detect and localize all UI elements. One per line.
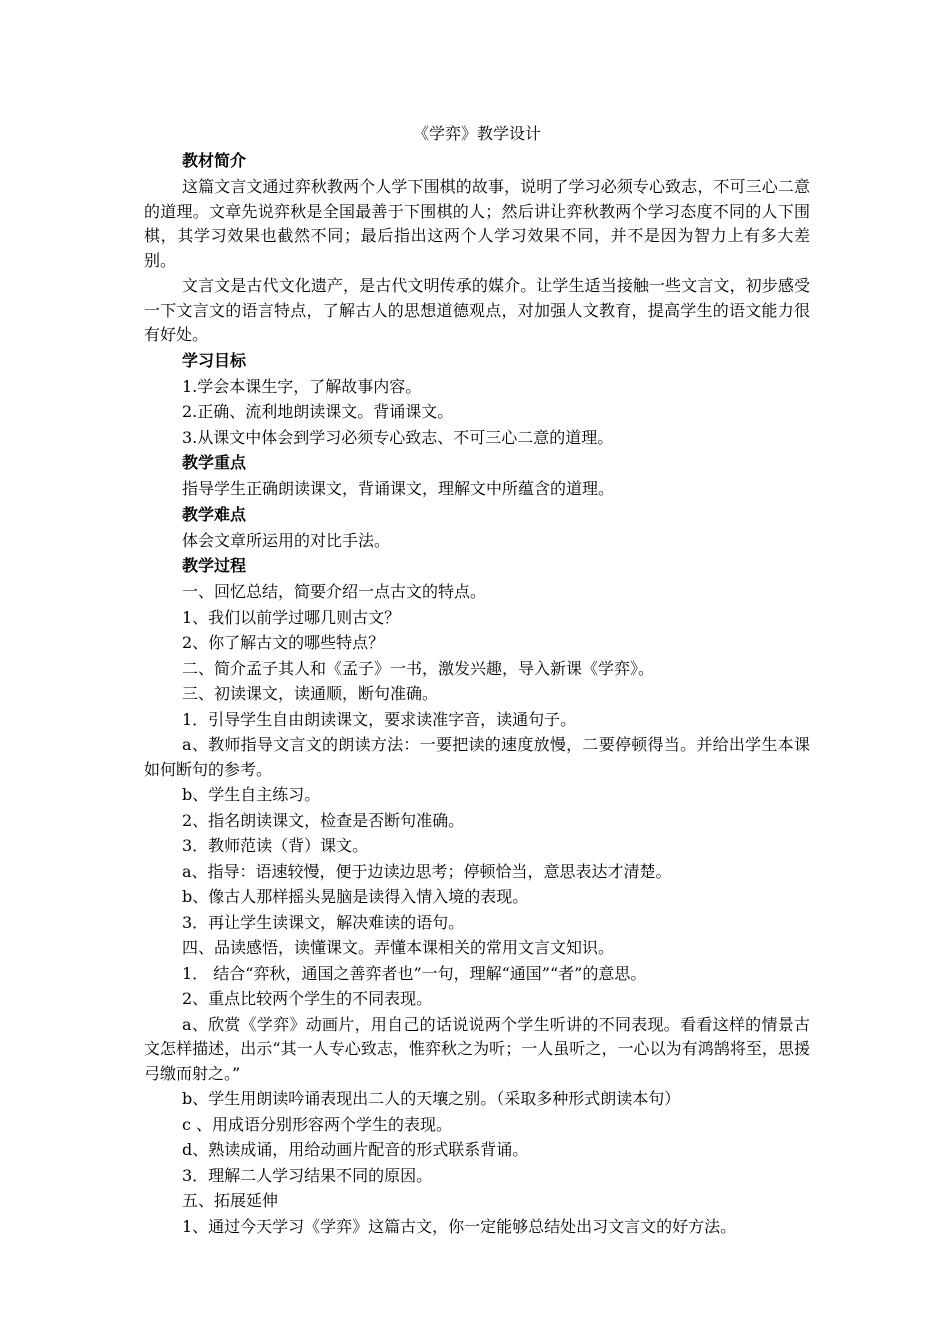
- paragraph: 3．再让学生读课文，解决难读的语句。: [182, 912, 465, 932]
- paragraph: 3.从课文中体会到学习必须专心致志、不可三心二意的道理。: [182, 427, 614, 447]
- paragraph: 1．引导学生自由朗读课文，要求读准字音，读通句子。: [182, 709, 577, 729]
- paragraph: c 、用成语分别形容两个学生的表现。: [182, 1114, 453, 1134]
- paragraph: d、熟读成诵，用给动画片配音的形式联系背诵。: [182, 1140, 529, 1159]
- paragraph: 文言文是古代文化遗产，是古代文明传承的媒介。让学生适当接触一些文言文，初步感受一下文言文的语言特点，了解古人的思想道德观点，对加强人文教育，提高学生的语文能力很有好处。: [144, 276, 810, 344]
- paragraph: 一、回忆总结，简要介绍一点古文的特点。: [182, 582, 487, 601]
- paragraph: 2、重点比较两个学生的不同表现。: [182, 989, 433, 1008]
- paragraph: 五、拓展延伸: [182, 1191, 279, 1210]
- section-learning-goals: [144, 349, 810, 451]
- section-textbook-intro: [144, 149, 810, 348]
- paragraph: b、学生用朗读吟诵表现出二人的天壤之别。（采取多种形式朗读本句）: [182, 1089, 681, 1108]
- paragraph: 2.正确、流利地朗读课文。背诵课文。: [182, 402, 454, 421]
- paragraph: a、指导：语速较慢，便于边读边思考；停顿恰当，意思表达才清楚。: [182, 861, 672, 881]
- paragraph: 1、我们以前学过哪几则古文？: [182, 607, 401, 627]
- section-teaching-process: [144, 554, 810, 1239]
- paragraph: 三、初读课文，读通顺，断句准确。: [182, 684, 439, 703]
- paragraph: a、欣赏《学弈》动画片，用自己的话说说两个学生听讲的不同表现。看看这样的情景古文怎样描述，出示“其一人专心致志，惟弈秋之为听；一人虽听之，一心以为有鸿鹄将至，思援弓缴而射之。”: [144, 1014, 810, 1083]
- section-teaching-difficulty: [144, 503, 810, 554]
- paragraph: a、教师指导文言文的朗读方法：一要把读的速度放慢，二要停顿得当。并给出学生本课如何断句的参考。: [144, 735, 810, 779]
- paragraph: 2、指名朗读课文，检查是否断句准确。: [182, 810, 465, 830]
- section-heading: 学习目标: [182, 350, 247, 370]
- paragraph: 四、品读感悟，读懂课文。弄懂本课相关的常用文言文知识。: [182, 938, 615, 957]
- paragraph: 指导学生正确朗读课文，背诵课文，理解文中所蕴含的道理。: [182, 479, 615, 498]
- paragraph: 体会文章所运用的对比手法。: [182, 530, 391, 550]
- paragraph: 2、你了解古文的哪些特点？: [182, 633, 385, 652]
- paragraph: 3．理解二人学习结果不同的原因。: [182, 1165, 433, 1185]
- section-heading: 教学过程: [182, 556, 247, 575]
- paragraph: 3．教师范读（背）课文。: [182, 836, 369, 855]
- section-heading: 教学难点: [182, 504, 247, 524]
- paragraph: b、学生自主练习。: [182, 785, 321, 804]
- paragraph: 1.学会本课生字，了解故事内容。: [182, 376, 422, 396]
- paragraph: 这篇文言文通过弈秋教两个人学下围棋的故事，说明了学习必须专心致志，不可三心二意的道理。文章先说弈秋是全国最善于下围棋的人；然后讲让弈秋教两个学习态度不同的人下围棋，其学习效果也截然不同；最后指出这两个人学习效果不同，并不是因为智力上有多大差别。: [144, 177, 810, 270]
- section-heading: 教材简介: [182, 151, 247, 170]
- document-page: [144, 122, 810, 1240]
- document-title: 《学弈》教学设计: [412, 124, 541, 143]
- paragraph: b、像古人那样摇头晃脑是读得入情入境的表现。: [182, 887, 529, 906]
- paragraph: 1、通过今天学习《学弈》这篇古文，你一定能够总结处出习文言文的好方法。: [182, 1216, 737, 1236]
- section-heading: 教学重点: [182, 453, 247, 472]
- section-teaching-focus: [144, 451, 810, 502]
- paragraph: 1． 结合“弈秋，通国之善弈者也”一句，理解“通国”“者”的意思。: [182, 963, 647, 983]
- paragraph: 二、简介孟子其人和《孟子》一书，激发兴趣，导入新课《学弈》。: [182, 658, 655, 678]
